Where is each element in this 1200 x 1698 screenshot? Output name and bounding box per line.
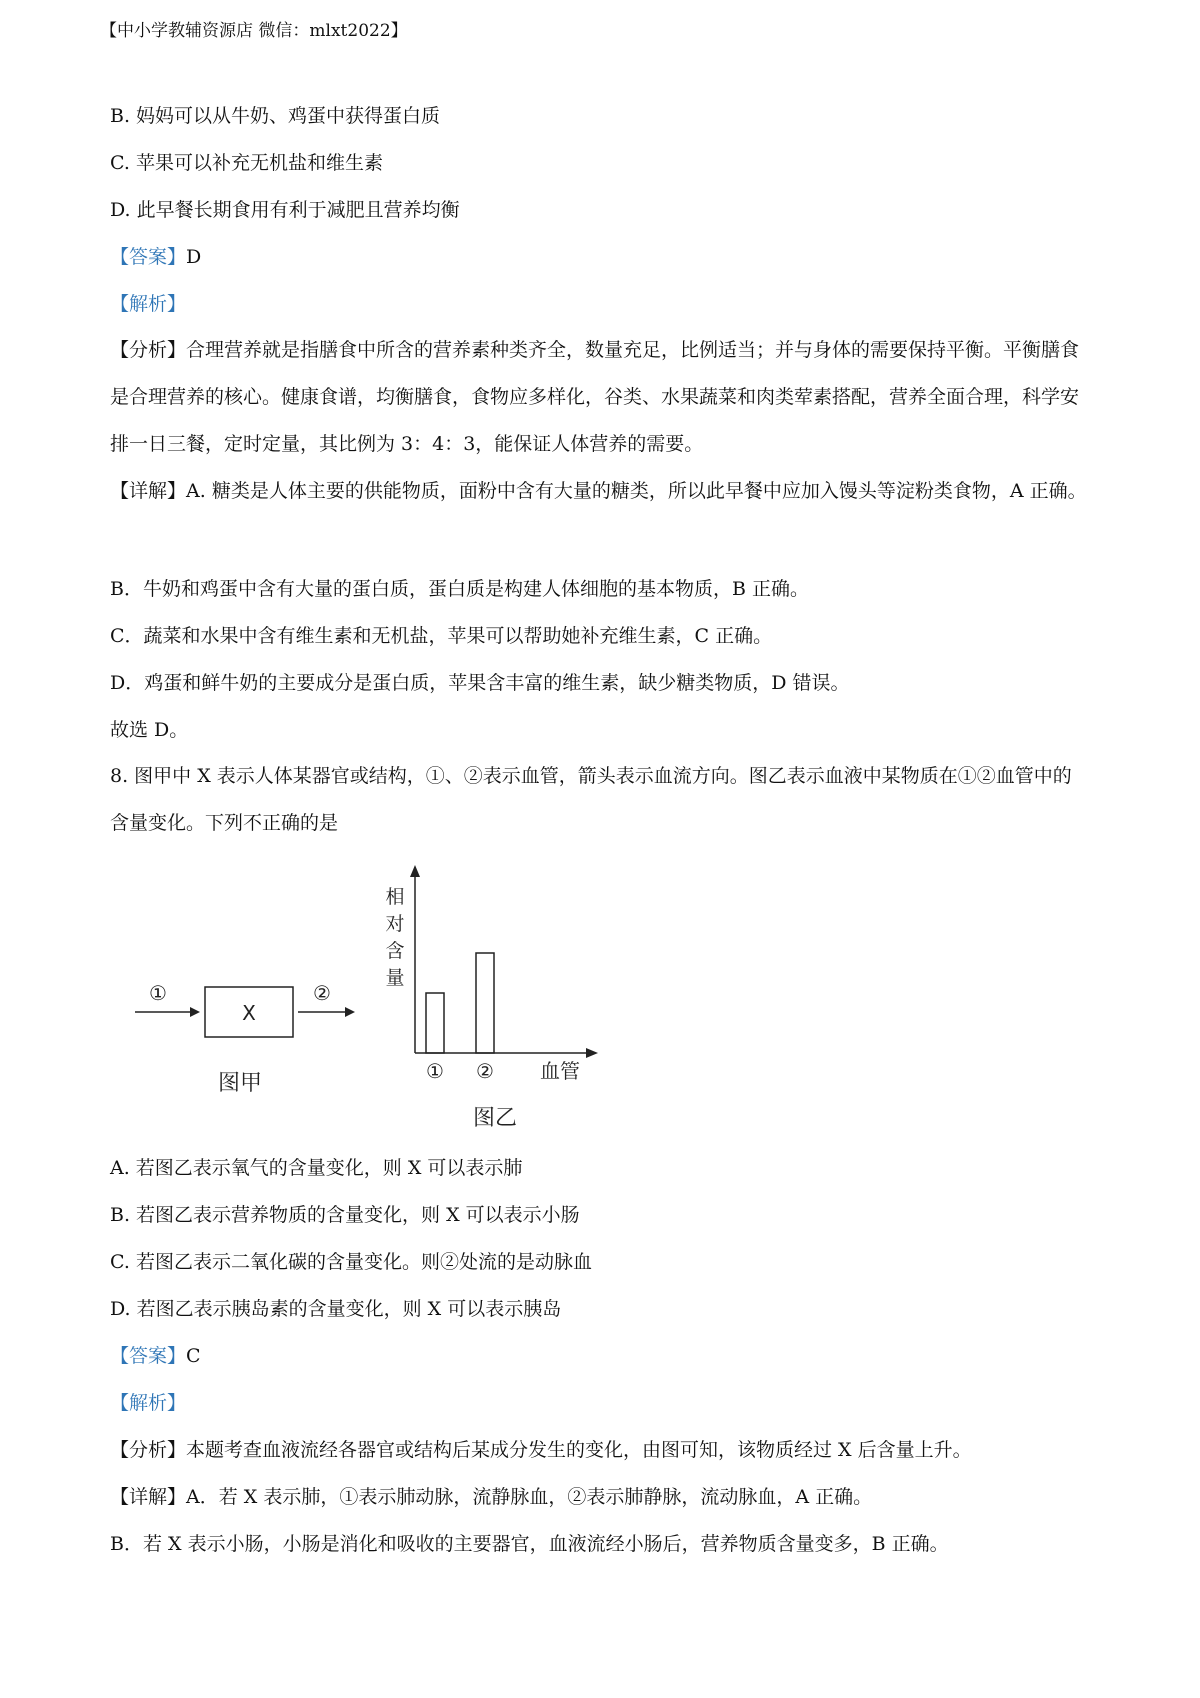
figure-a — [135, 981, 355, 1096]
x-axis-arrowhead — [586, 1048, 598, 1058]
q8-figure — [110, 860, 630, 1140]
x-tick-label-2: ② — [476, 1059, 494, 1083]
q7-xiangjie-paragraph — [110, 468, 1090, 515]
xiangjie-text: A．若 X 表示肺，①表示肺动脉，流静脉血，②表示肺静脉，流动脉血，A 正确。 — [186, 1486, 873, 1508]
q8-answer — [110, 1343, 201, 1369]
q7-detail-c: C．蔬菜和水果中含有维生素和无机盐，苹果可以帮助她补充维生素，C 正确。 — [110, 625, 773, 647]
fenxi-tag: 【分析】 — [110, 339, 187, 361]
q7-analysis-tag: 【解析】 — [110, 293, 187, 315]
q7-detail-d: D．鸡蛋和鲜牛奶的主要成分是蛋白质，苹果含丰富的维生素，缺少糖类物质，D 错误。 — [110, 672, 850, 694]
figure-b — [385, 865, 598, 1131]
figure-a-caption: 图甲 — [217, 1071, 263, 1096]
x-tick-label-1: ① — [426, 1059, 444, 1083]
vessel-1-label: ① — [149, 981, 167, 1005]
q8-option-a: A. 若图乙表示氧气的含量变化，则 X 可以表示肺 — [110, 1157, 523, 1179]
fenxi-tag: 【分析】 — [110, 1439, 187, 1461]
q8-detail-b: B．若 X 表示小肠，小肠是消化和吸收的主要器官，血液流经小肠后，营养物质含量变多，B 正确。 — [110, 1533, 949, 1555]
outflow-arrowhead — [345, 1007, 355, 1017]
figure-b-caption: 图乙 — [472, 1106, 518, 1131]
q8-analysis-tag: 【解析】 — [110, 1392, 187, 1414]
q7-conclusion: 故选 D。 — [110, 719, 189, 741]
page-header: 【中小学教辅资源店 微信：mlxt2022】 — [100, 21, 408, 41]
bar-1 — [426, 993, 444, 1053]
y-axis-arrowhead — [410, 865, 420, 877]
fenxi-text: 本题考查血液流经各器官或结构后某成分发生的变化，由图可知，该物质经过 X 后含量上升。 — [186, 1439, 972, 1461]
y-label-char-3: 含 — [385, 940, 405, 962]
fenxi-text: 合理营养就是指膳食中所含的营养素种类齐全，数量充足，比例适当；并与身体的需要保持平衡。平衡膳食是合理营养的核心。健康食谱，均衡膳食，食物应多样化，谷类、水果蔬菜和肉类荤素搭配，营养全面合理，科学安排一日三餐，定时定量，其比例为 3：4：3，能保证人体营养的需要。 — [110, 339, 1080, 455]
q7-fenxi-paragraph — [110, 327, 1090, 468]
x-axis-label: 血管 — [540, 1059, 580, 1083]
y-label-char-2: 对 — [385, 913, 405, 935]
q7-option-b: B. 妈妈可以从牛奶、鸡蛋中获得蛋白质 — [110, 105, 441, 127]
bar-2 — [476, 953, 494, 1053]
q8-option-c: C. 若图乙表示二氧化碳的含量变化。则②处流的是动脉血 — [110, 1251, 592, 1273]
q8-fenxi — [110, 1437, 972, 1463]
q8-option-d: D. 若图乙表示胰岛素的含量变化，则 X 可以表示胰岛 — [110, 1298, 562, 1320]
q7-detail-b: B．牛奶和鸡蛋中含有大量的蛋白质，蛋白质是构建人体细胞的基本物质，B 正确。 — [110, 578, 809, 600]
answer-tag: 【答案】 — [110, 246, 187, 268]
xiangjie-text: A. 糖类是人体主要的供能物质，面粉中含有大量的糖类，所以此早餐中应加入馒头等淀粉类食物，A 正确。 — [186, 480, 1087, 502]
xiangjie-tag: 【详解】 — [110, 1486, 187, 1508]
q8-xiangjie — [110, 1484, 872, 1510]
inflow-arrowhead — [190, 1007, 200, 1017]
organ-x-label: X — [242, 1001, 256, 1025]
answer-value: D — [186, 246, 202, 268]
q8-option-b: B. 若图乙表示营养物质的含量变化，则 X 可以表示小肠 — [110, 1204, 580, 1226]
answer-tag: 【答案】 — [110, 1345, 187, 1367]
answer-value: C — [186, 1345, 201, 1367]
y-label-char-4: 量 — [385, 967, 405, 989]
y-label-char-1: 相 — [385, 886, 405, 908]
q7-answer — [110, 244, 201, 270]
q7-option-d: D. 此早餐长期食用有利于减肥且营养均衡 — [110, 199, 460, 221]
xiangjie-tag: 【详解】 — [110, 480, 187, 502]
vessel-2-label: ② — [313, 981, 331, 1005]
q8-stem: 8. 图甲中 X 表示人体某器官或结构，①、②表示血管，箭头表示血流方向。图乙表示血液中某物质在①②血管中的含量变化。下列不正确的是 — [110, 765, 1072, 834]
q7-option-c: C. 苹果可以补充无机盐和维生素 — [110, 152, 383, 174]
